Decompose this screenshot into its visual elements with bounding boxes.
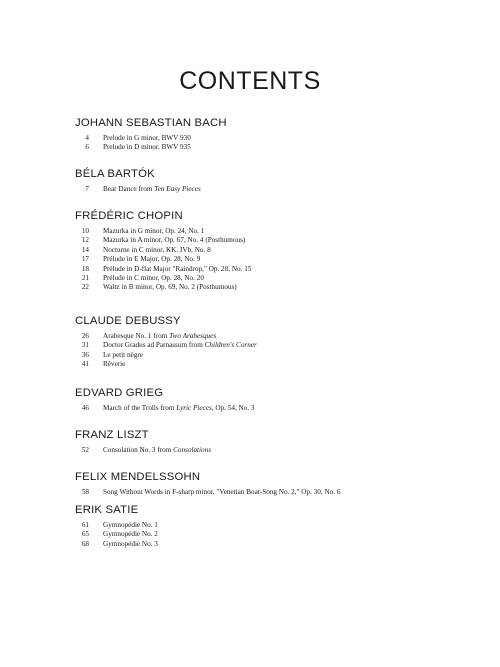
page-number: 21 [81,273,89,282]
piece-title: Gymnopédie No. 2 [103,530,158,539]
composer-section-liszt [75,428,475,455]
piece-title: Le petit nègre [103,350,143,359]
contents-entry[interactable] [75,540,475,549]
contents-entry[interactable] [75,404,475,413]
contents-entry[interactable] [75,332,475,341]
piece-title: Prélude in D-flat Major "Raindrop," Op. 28, No. 15 [103,264,252,273]
contents-entry[interactable] [75,446,475,455]
page-number: 10 [81,227,89,235]
page-number: 31 [81,341,89,350]
piece-collection: Children's Corner [204,341,257,350]
composer-name: FELIX MENDELSSOHN [75,471,201,483]
contents-entry[interactable] [75,255,475,264]
page-number: 58 [81,488,89,496]
composer-section-bach [75,116,475,153]
piece-collection: Ten Easy Pieces [154,185,201,193]
page-number: 18 [81,264,89,273]
piece-title: Prélude in C minor, Op. 28, No. 20 [103,273,204,282]
contents-entry[interactable] [75,283,475,292]
contents-entry[interactable] [75,351,475,360]
page-number: 22 [81,283,89,292]
contents-entry[interactable] [75,134,475,143]
piece-title: Doctor Gradus ad Parnassum from [103,341,205,350]
contents-entry[interactable] [75,143,475,152]
composer-name: JOHANN SEBASTIAN BACH [75,117,227,129]
page-number: 61 [81,521,89,529]
piece-title: Waltz in B minor, Op. 69, No. 2 (Posthumous) [103,283,237,292]
contents-entry[interactable] [75,185,475,194]
composer-section-debussy [75,314,475,370]
piece-title: March of the Trolls from [103,404,177,412]
page-number: 26 [81,332,89,340]
contents-entry[interactable] [75,341,475,350]
contents-entry[interactable] [75,530,475,539]
composer-name: FRANZ LISZT [75,429,149,441]
piece-title: Nocturne in C minor, KK. IVb, No. 8 [103,245,211,254]
contents-entry[interactable] [75,274,475,283]
contents-entry[interactable] [75,521,475,530]
piece-opus: , Op. 54, No. 3 [211,404,255,412]
composer-section-chopin [75,209,475,293]
piece-title: Song Without Words in F-sharp minor, "Venetian Boat-Song No. 2," Op. 30, No. 6 [103,488,341,496]
piece-title: Arabesque No. 1 from [103,332,170,340]
composer-name: FRÉDÉRIC CHOPIN [75,210,183,222]
composer-name: ERIK SATIE [75,504,139,516]
contents-entry[interactable] [75,227,475,236]
piece-collection: Lyric Pieces [176,404,212,412]
composer-section-satie [75,503,475,549]
piece-title: Prélude in E Major, Op. 28, No. 9 [103,255,201,264]
piece-title: Consolation No. 3 from [103,446,174,454]
contents-entry[interactable] [75,236,475,245]
page-number: 12 [81,236,89,245]
contents-entry[interactable] [75,360,475,369]
piece-collection: Consolations [173,446,212,454]
page-number: 46 [81,404,89,412]
page-number: 41 [81,360,89,369]
piece-title: Bear Dance from [103,185,155,193]
composer-section-grieg [75,386,475,413]
contents-entry[interactable] [75,488,475,497]
page-number: 14 [81,245,89,254]
composer-name: EDVARD GRIEG [75,387,164,399]
page-number: 6 [85,143,89,152]
composer-section-mendelssohn [75,470,475,497]
page-number: 52 [81,446,89,454]
piece-title: Mazurka in G minor, Op. 24, No. 1 [103,227,205,235]
page-number: 7 [85,185,89,193]
page-number: 36 [81,350,89,359]
composer-section-bartok [75,167,475,194]
contents-entry[interactable] [75,246,475,255]
page-number: 17 [81,255,89,264]
page-title: CONTENTS [179,66,321,95]
composer-name: BÉLA BARTÓK [75,168,155,180]
piece-title: Prelude in G minor, BWV 930 [103,134,191,142]
piece-title: Mazurka in A minor, Op. 67, No. 4 (Posthumous) [103,236,246,245]
piece-title: Rêverie [103,360,126,369]
page-number: 4 [85,134,89,142]
piece-title: Gymnopédie No. 3 [103,539,158,548]
piece-title: Gymnopédie No. 1 [103,521,158,529]
piece-collection: Two Arabesques [169,332,217,340]
contents-entry[interactable] [75,265,475,274]
page-number: 65 [81,530,89,539]
page-number: 68 [81,539,89,548]
piece-title: Prelude in D minor, BWV 935 [103,143,191,152]
composer-name: CLAUDE DEBUSSY [75,315,181,327]
